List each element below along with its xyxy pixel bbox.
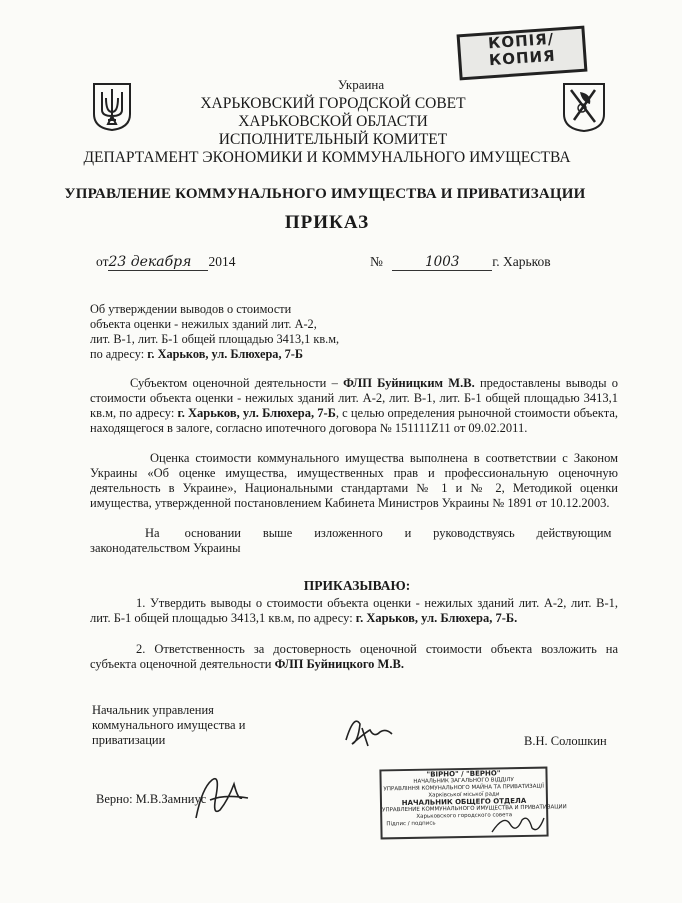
stamp-signature bbox=[488, 810, 548, 840]
council-line-3: ИСПОЛНИТЕЛЬНЫЙ КОМИТЕТ bbox=[218, 131, 448, 148]
subject-block bbox=[90, 302, 380, 362]
council-line-2: ХАРЬКОВСКОЙ ОБЛАСТИ bbox=[238, 113, 428, 130]
order-heading: ПРИКАЗЫВАЮ: bbox=[303, 578, 411, 593]
order-title: ПРИКАЗ bbox=[284, 212, 370, 233]
department-line: ДЕПАРТАМЕНТ ЭКОНОМИКИ И КОММУНАЛЬНОГО ИМУЩЕСТВА bbox=[83, 149, 571, 166]
country-label: Украина bbox=[337, 77, 385, 92]
division-title: УПРАВЛЕНИЕ КОММУНАЛЬНОГО ИМУЩЕСТВА И ПРИВАТИЗАЦИИ bbox=[64, 186, 586, 202]
paragraph-3: На основании выше изложенного и руководствуясь действующим законодательством Украины bbox=[90, 526, 615, 555]
paragraph-2: Оценка стоимости коммунального имущества выполнена в соответствии с Законом Украины «Об оценке имущества, имущественных прав и профессиональную оценочную деятельность в Украине», Национальными стандартами № 1 и № 2, Методикой оценки имущества, утвержденной постановлением Кабинета Министров Украины № 1891 от 10.12.2003. bbox=[90, 451, 618, 510]
certification-stamp: "ВІРНО" / "ВЕРНО" НАЧАЛЬНИК ЗАГАЛЬНОГО ВІДДІЛУ УПРАВЛІННЯ КОМУНАЛЬНОГО МАЙНА ТА ПРИВАТИЗАЦІЇ Харківської міської ради НАЧАЛЬНИК ОБЩЕГО ОТДЕЛА УПРАВЛЕНИЕ КОММУНАЛЬНОГО ИМУЩЕСТВА И ПРИВАТИЗАЦИИ Харьковского городского совета Підпис / подпись bbox=[379, 767, 548, 840]
order-item-2: 2. Ответственность за достоверность оценочной стоимости объекта возложить на субъекта оценочной деятельности ФЛП Буйницкого М.В. bbox=[90, 642, 618, 671]
signatory-name: В.Н. Солошкин bbox=[524, 734, 607, 748]
copy-stamp: КОПIЯ/ КОПИЯ bbox=[457, 26, 588, 81]
number-handwritten: 1003 bbox=[392, 255, 492, 271]
subject-line: Об утверждении выводов о стоимости bbox=[90, 302, 292, 316]
order-number: № 1003 г. Харьков bbox=[370, 254, 551, 270]
director-signature bbox=[340, 710, 396, 750]
verifier-signature bbox=[190, 770, 254, 826]
subject-line: по адресу: г. Харьков, ул. Блюхера, 7-Б bbox=[90, 347, 303, 361]
order-date: от23 декабря 2014 bbox=[96, 254, 236, 270]
verno-line: Верно: М.В.Замниус bbox=[96, 792, 207, 806]
date-handwritten: 23 декабря bbox=[108, 255, 208, 271]
signatory-role: Начальник управления коммунального имущества и приватизации bbox=[92, 703, 246, 747]
subject-line: лит. В-1, лит. Б-1 общей площадью 3413,1 кв.м, bbox=[90, 332, 340, 346]
subject-line: объекта оценки - нежилых зданий лит. А-2, bbox=[90, 317, 317, 331]
council-line-1: ХАРЬКОВСКИЙ ГОРОДСКОЙ СОВЕТ bbox=[200, 95, 466, 112]
order-item-1: 1. Утвердить выводы о стоимости объекта оценки - нежилых зданий лит. А-2, лит. В-1, лит. Б-1 общей площадью 3413,1 кв.м, по адресу: г. Харьков, ул. Блюхера, 7-Б. bbox=[90, 596, 618, 625]
paragraph-1: Субъектом оценочной деятельности – ФЛП Буйницким М.В. предоставлены выводы о стоимости объекта оценки - нежилых зданий лит. А-2, лит. В-1, лит. Б-1 общей площадью 3413,1 кв.м, по адресу: г. Харьков, ул. Блюхера, 7-Б, с целью определения рыночной стоимости объекта, находящегося в залоге, согласно ипотечного договора № 151111Z11 от 09.02.2011. bbox=[90, 376, 619, 435]
